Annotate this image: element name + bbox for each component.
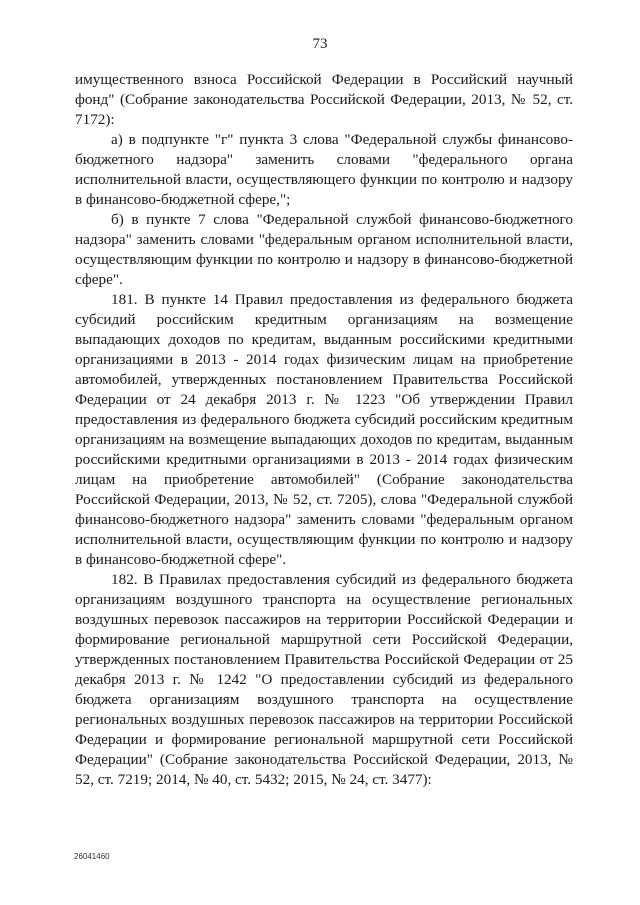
paragraph-subitem-b: б) в пункте 7 слова "Федеральной службой финансово-бюджетного надзора" заменить словами "федеральным органом исполнительной власти, осуществляющим функции по контролю и надзору в финансово-бюджетной сфере".	[75, 211, 573, 288]
paragraph-continuation: имущественного взноса Российской Федерации в Российский научный фонд" (Собрание законодательства Российской Федерации, 2013, № 52, ст. 7172):	[75, 71, 573, 128]
page-number: 73	[312, 36, 328, 52]
document-body	[75, 70, 573, 790]
paragraph-subitem-a: а) в подпункте "г" пункта 3 слова "Федеральной службы финансово-бюджетного надзора" заменить словами "федерального органа исполнительной власти, осуществляющего функции по контролю и надзору в финансово-бюджетной сфере,";	[75, 131, 573, 208]
paragraph-item-182: 182. В Правилах предоставления субсидий из федерального бюджета организациям воздушного транспорта на осуществление региональных воздушных перевозок пассажиров на территории Российской Федерации и формирование региональной маршрутной сети Российской Федерации, утвержденных постановлением Правительства Российской Федерации от 25 декабря 2013 г. № 1242 "О предоставлении субсидий из федерального бюджета организациям воздушного транспорта на осуществление региональных воздушных перевозок пассажиров на территории Российской Федерации и формирование региональной маршрутной сети Российской Федерации" (Собрание законодательства Российской Федерации, 2013, № 52, ст. 7219; 2014, № 40, ст. 5432; 2015, № 24, ст. 3477):	[75, 571, 573, 788]
paragraph-item-181: 181. В пункте 14 Правил предоставления из федерального бюджета субсидий российским кредитным организациям на возмещение выпадающих доходов по кредитам, выданным российскими кредитными организациями в 2013 - 2014 годах физическим лицам на приобретение автомобилей, утвержденных постановлением Правительства Российской Федерации от 24 декабря 2013 г. № 1223 "Об утверждении Правил предоставления из федерального бюджета субсидий российским кредитным организациям на возмещение выпадающих доходов по кредитам, выданным российскими кредитными организациями в 2013 - 2014 годах физическим лицам на приобретение автомобилей" (Собрание законодательства Российской Федерации, 2013, № 52, ст. 7205), слова "Федеральной службой финансово-бюджетного надзора" заменить словами "федеральным органом исполнительной власти, осуществляющим функции по контролю и надзору в финансово-бюджетной сфере".	[75, 291, 573, 568]
document-code: 26041460	[74, 852, 110, 861]
